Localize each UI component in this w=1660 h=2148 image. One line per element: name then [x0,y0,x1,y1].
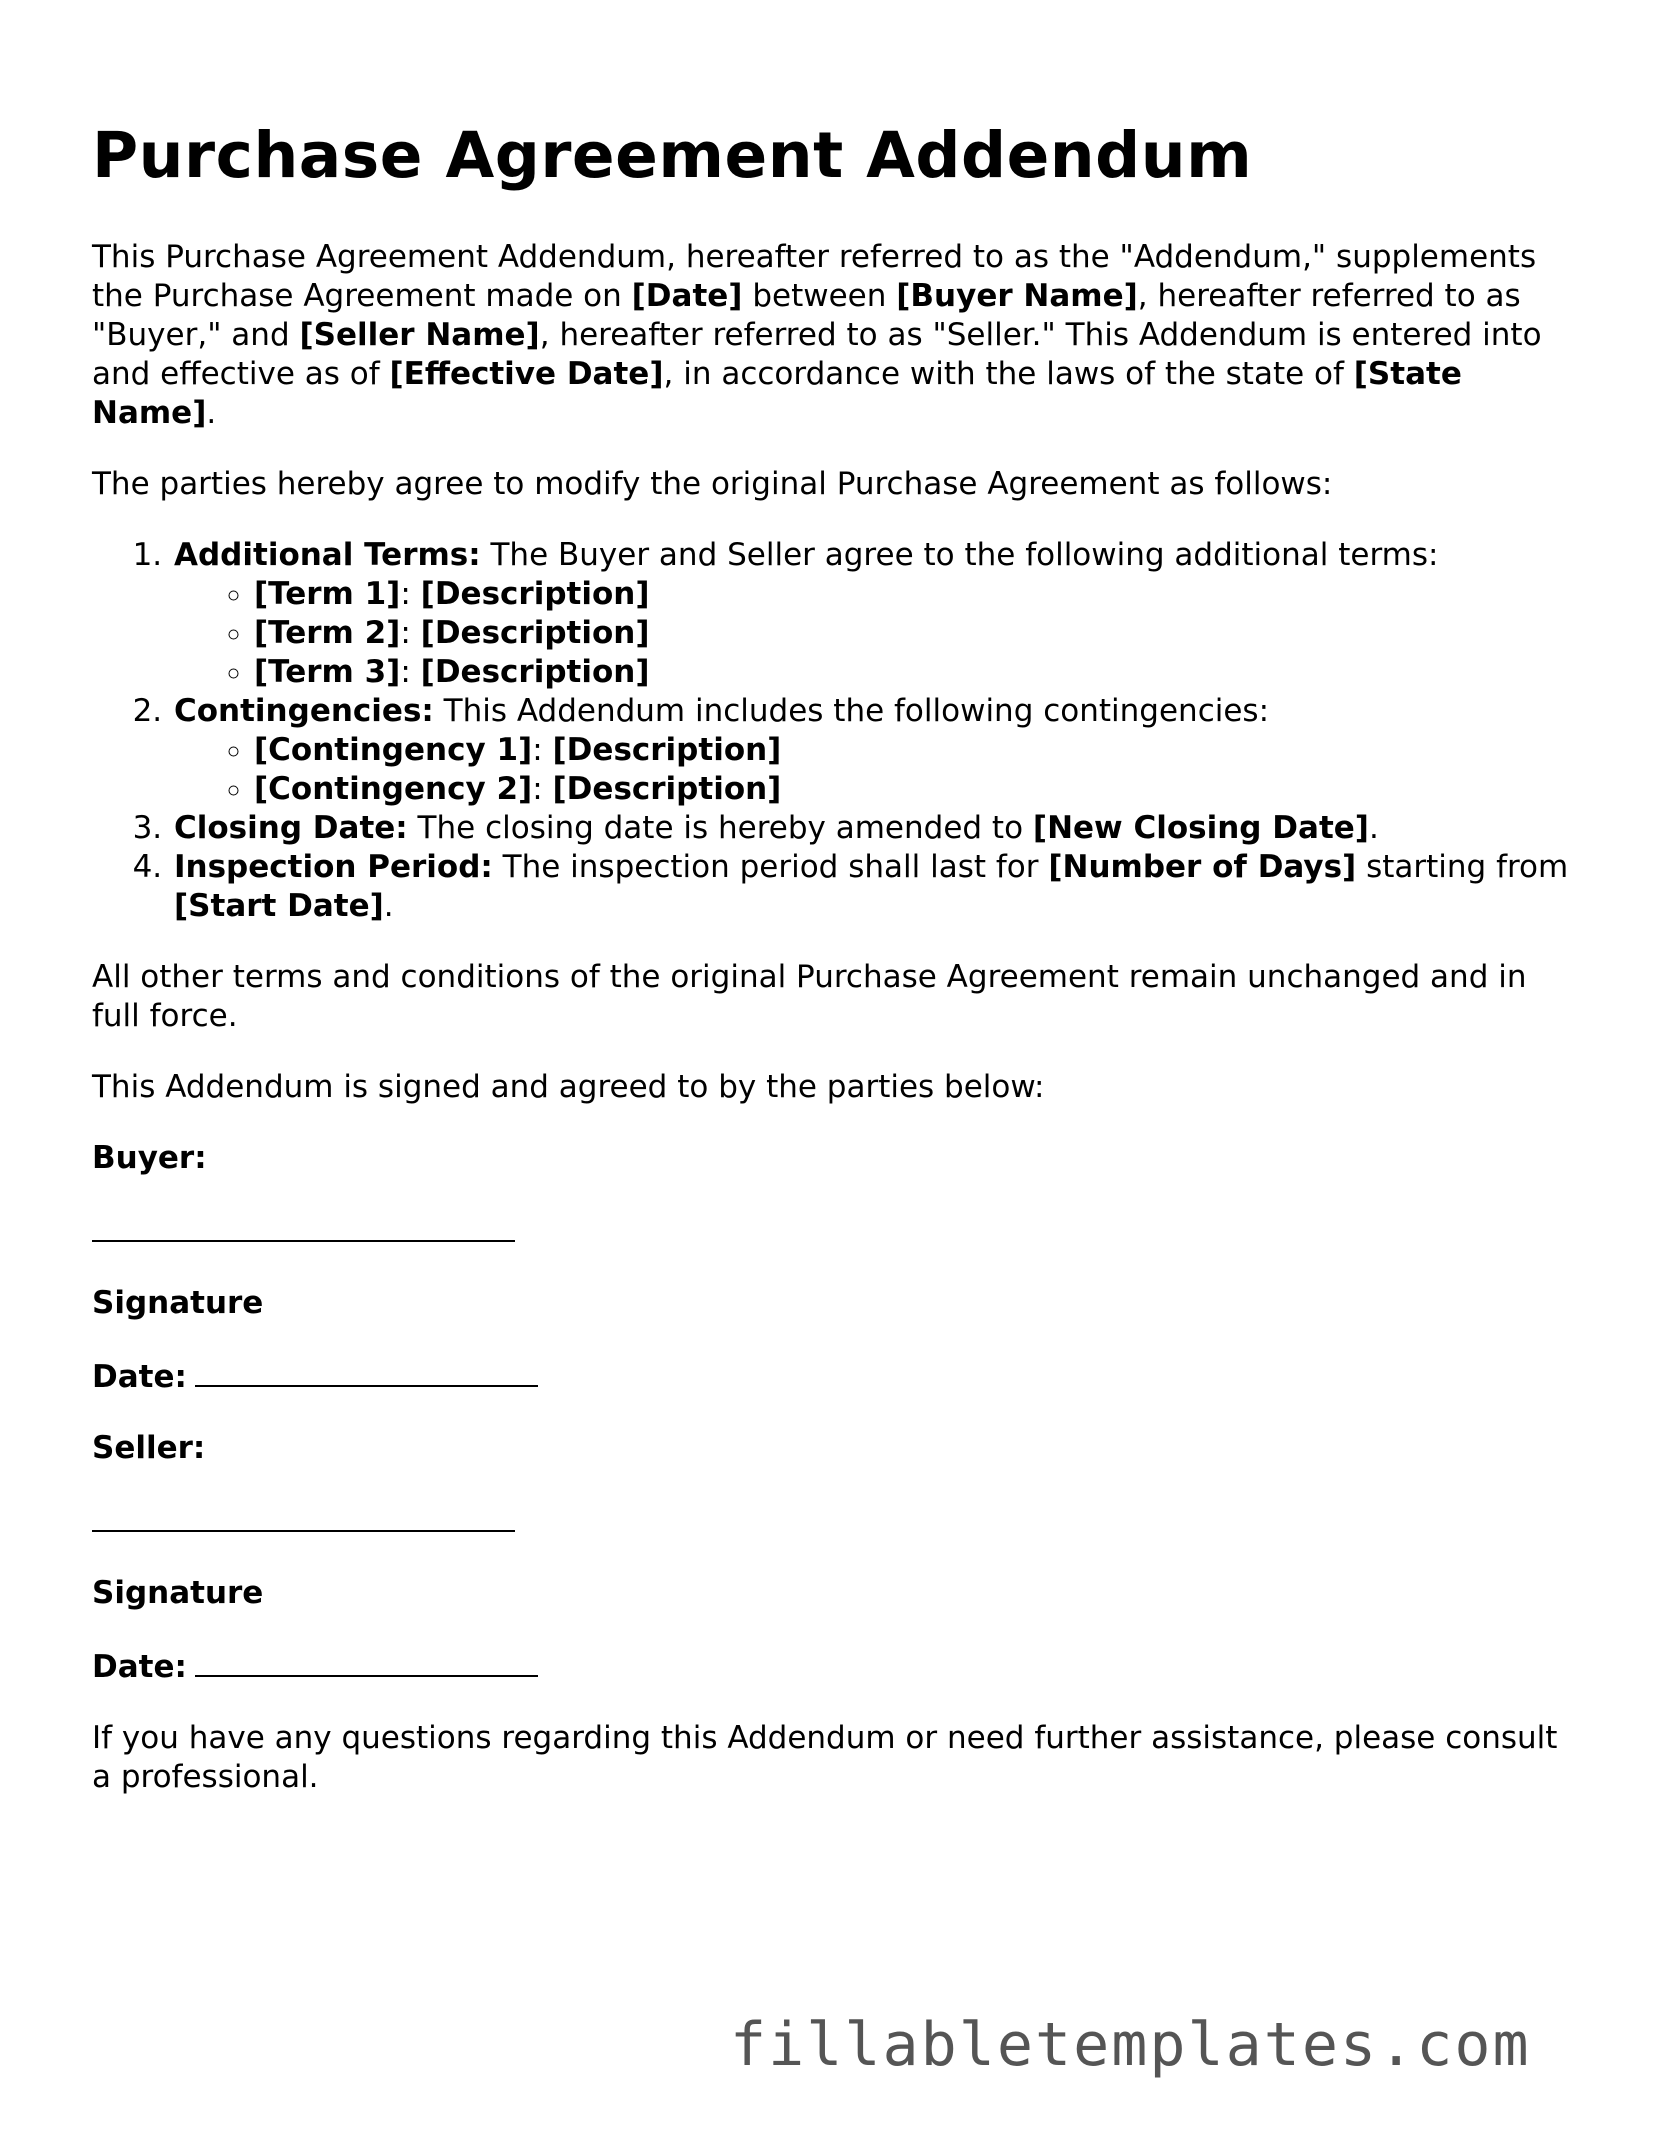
item-label: Inspection Period: [174,849,493,885]
sub-item-desc: [Description] [420,654,650,690]
sub-item-key: [Contingency 2] [254,771,533,807]
item-text: The inspection period shall last for [492,849,1049,885]
sub-item-contingency-1 [254,731,1582,770]
buyer-signature-line[interactable] [92,1210,515,1242]
sub-item-contingency-2 [254,770,1582,809]
buyer-signature-row [92,1210,1582,1252]
sub-item-desc: [Description] [552,732,782,768]
effective-date-placeholder: [Effective Date] [389,356,664,392]
closing-note: If you have any questions regarding this Addendum or need further assistance, please consult a professional. [92,1720,1558,1795]
intro-text: , hereafter referred to as "Buyer," and [92,278,1521,353]
item-text: . [383,888,394,924]
watermark: fillabletemplates.com [730,2010,1531,2080]
sub-item-key: [Term 1] [254,576,401,612]
seller-signature-block [92,1429,1582,1687]
sub-item-sep: : [400,615,421,651]
list-item-additional-terms [172,536,1582,692]
amendment-list [92,536,1582,926]
sub-item-key: [Contingency 1] [254,732,533,768]
sub-item-sep: : [532,771,553,807]
sub-item-desc: [Description] [552,771,782,807]
start-date-placeholder: [Start Date] [174,888,384,924]
seller-date-line[interactable] [195,1645,538,1677]
sub-item-term-1 [254,575,1582,614]
item-label: Additional Terms: [174,537,481,573]
seller-heading: Seller: [92,1430,206,1466]
state-name-placeholder: [State Name] [92,356,1462,431]
seller-date-label: Date: [92,1649,187,1685]
buyer-date-row [92,1355,1582,1397]
item-text: The Buyer and Seller agree to the following additional terms: [480,537,1439,573]
terms-sublist [174,575,1582,692]
document-page [92,118,1582,1829]
contingencies-sublist [174,731,1582,809]
seller-name-placeholder: [Seller Name] [299,317,540,353]
item-text: starting from [1356,849,1569,885]
seller-signature-label: Signature [92,1575,264,1611]
intro-text: between [742,278,897,314]
seller-signature-line[interactable] [92,1500,515,1532]
sub-item-key: [Term 2] [254,615,401,651]
number-of-days-placeholder: [Number of Days] [1048,849,1357,885]
buyer-signature-block [92,1139,1582,1397]
buyer-heading: Buyer: [92,1140,207,1176]
intro-text: This Purchase Agreement Addendum, hereafter referred to as the "Addendum," supplements the Purchase Agreement made on [92,239,1537,314]
intro-text: , hereafter referred to as "Seller." This Addendum is entered into and effective as of [92,317,1542,392]
list-item-inspection-period [172,848,1582,926]
list-item-contingencies [172,692,1582,809]
item-text: . [1368,810,1379,846]
sub-item-term-3 [254,653,1582,692]
modify-intro: The parties hereby agree to modify the original Purchase Agreement as follows: [92,466,1333,502]
seller-date-row [92,1645,1582,1687]
sub-item-desc: [Description] [420,615,650,651]
seller-signature-row [92,1500,1582,1542]
sub-item-sep: : [400,576,421,612]
item-text: This Addendum includes the following contingencies: [433,693,1270,729]
sub-item-sep: : [532,732,553,768]
intro-text: . [206,395,217,431]
item-label: Closing Date: [174,810,408,846]
buyer-name-placeholder: [Buyer Name] [896,278,1138,314]
agreement-date-placeholder: [Date] [631,278,743,314]
buyer-date-label: Date: [92,1359,187,1395]
unchanged-paragraph: All other terms and conditions of the original Purchase Agreement remain unchanged and in full force. [92,959,1527,1034]
new-closing-date-placeholder: [New Closing Date] [1032,810,1369,846]
intro-text: , in accordance with the laws of the state of [663,356,1354,392]
signed-intro: This Addendum is signed and agreed to by the parties below: [92,1069,1045,1105]
buyer-date-line[interactable] [195,1355,538,1387]
list-item-closing-date [172,809,1582,848]
page-title: Purchase Agreement Addendum [92,119,1253,192]
buyer-signature-label: Signature [92,1285,264,1321]
sub-item-desc: [Description] [420,576,650,612]
sub-item-key: [Term 3] [254,654,401,690]
item-label: Contingencies: [174,693,434,729]
sub-item-term-2 [254,614,1582,653]
sub-item-sep: : [400,654,421,690]
intro-paragraph [92,238,1582,433]
item-text: The closing date is hereby amended to [407,810,1033,846]
